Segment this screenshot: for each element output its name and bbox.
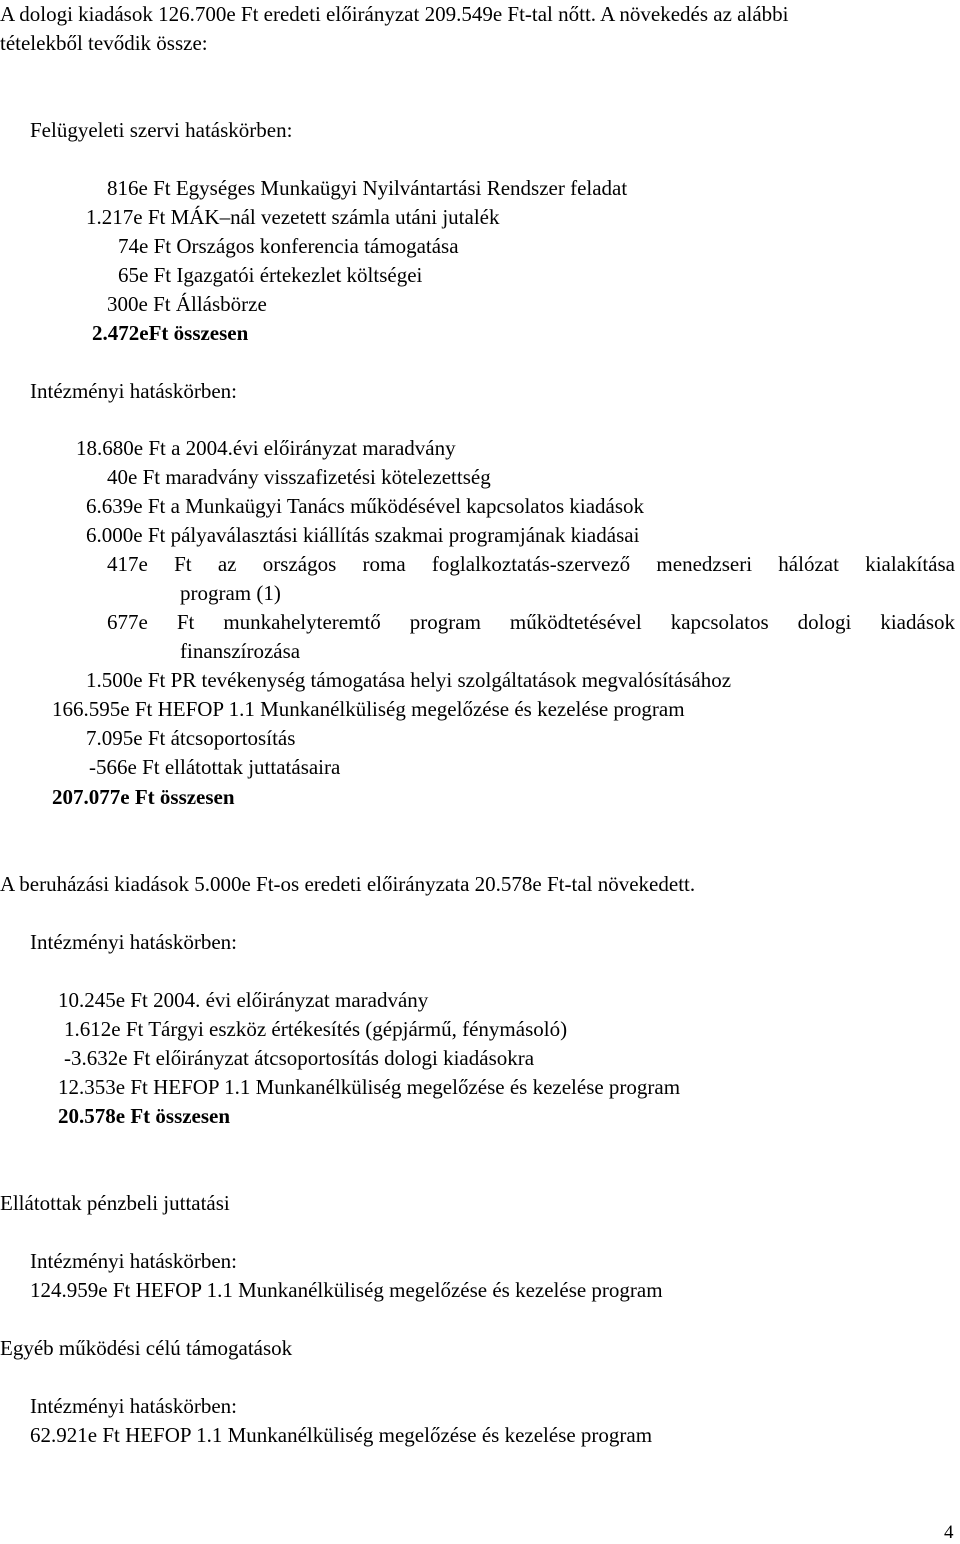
beruhazasi-item: 10.245e Ft 2004. évi előirányzat maradvány — [58, 988, 429, 1012]
felugyeleti-item: 816e Ft Egységes Munkaügyi Nyilvántartási Rendszer feladat — [107, 176, 628, 200]
intezmenyi-item: 6.000e Ft pályaválasztási kiállítás szakmai programjának kiadásai — [86, 523, 640, 547]
ellatottak-title: Ellátottak pénzbeli juttatási — [0, 1191, 230, 1215]
felugyeleti-item: 65e Ft Igazgatói értekezlet költségei — [118, 263, 423, 287]
beruhazasi-total: 20.578e Ft összesen — [58, 1104, 231, 1128]
intezmenyi-item-continued: finanszírozása — [180, 639, 301, 663]
felugyeleti-total: 2.472eFt összesen — [92, 321, 249, 345]
ellatottak-heading: Intézményi hatáskörben: — [30, 1249, 238, 1273]
felugyeleti-item: 74e Ft Országos konferencia támogatása — [118, 234, 459, 258]
ellatottak-item: 124.959e Ft HEFOP 1.1 Munkanélküliség megelőzése és kezelése program — [30, 1278, 663, 1302]
dologi-intro-line-1: A dologi kiadások 126.700e Ft eredeti előirányzat 209.549e Ft-tal nőtt. A növekedés az alábbi — [0, 2, 789, 26]
beruhazasi-intro: A beruházási kiadások 5.000e Ft-os eredeti előirányzata 20.578e Ft-tal növekedett. — [0, 872, 696, 896]
intezmenyi-item: 166.595e Ft HEFOP 1.1 Munkanélküliség megelőzése és kezelése program — [52, 697, 685, 721]
intezmenyi-item: 40e Ft maradvány visszafizetési kötelezettség — [107, 465, 491, 489]
beruhazasi-heading: Intézményi hatáskörben: — [30, 930, 238, 954]
intezmenyi-total: 207.077e Ft összesen — [52, 785, 235, 809]
intezmenyi-item: 18.680e Ft a 2004.évi előirányzat maradvány — [76, 436, 456, 460]
dologi-intro-line-2: tételekből tevődik össze: — [0, 31, 208, 55]
egyeb-title: Egyéb működési célú támogatások — [0, 1336, 293, 1360]
intezmenyi-item: 677e Ft munkahelyteremtő program működtetésével kapcsolatos dologi kiadások — [107, 610, 955, 634]
intezmenyi-item: 7.095e Ft átcsoportosítás — [86, 726, 296, 750]
egyeb-heading: Intézményi hatáskörben: — [30, 1394, 238, 1418]
intezmenyi-item: 1.500e Ft PR tevékenység támogatása helyi szolgáltatások megvalósításához — [86, 668, 732, 692]
felugyeleti-item: 300e Ft Állásbörze — [107, 292, 267, 316]
egyeb-item: 62.921e Ft HEFOP 1.1 Munkanélküliség megelőzése és kezelése program — [30, 1423, 653, 1447]
intezmenyi-heading: Intézményi hatáskörben: — [30, 379, 238, 403]
intezmenyi-item: 417e Ft az országos roma foglalkoztatás-szervező menedzseri hálózat kialakítása — [107, 552, 955, 576]
intezmenyi-item: -566e Ft ellátottak juttatásaira — [89, 755, 341, 779]
beruhazasi-item: -3.632e Ft előirányzat átcsoportosítás dologi kiadásokra — [64, 1046, 535, 1070]
intezmenyi-item: 6.639e Ft a Munkaügyi Tanács működésével kapcsolatos kiadások — [86, 494, 645, 518]
page-number: 4 — [944, 1522, 954, 1543]
felugyeleti-heading: Felügyeleti szervi hatáskörben: — [30, 118, 293, 142]
beruhazasi-item: 1.612e Ft Tárgyi eszköz értékesítés (gépjármű, fénymásoló) — [64, 1017, 568, 1041]
felugyeleti-item: 1.217e Ft MÁK–nál vezetett számla utáni jutalék — [86, 205, 500, 229]
beruhazasi-item: 12.353e Ft HEFOP 1.1 Munkanélküliség megelőzése és kezelése program — [58, 1075, 681, 1099]
intezmenyi-item-continued: program (1) — [180, 581, 281, 605]
